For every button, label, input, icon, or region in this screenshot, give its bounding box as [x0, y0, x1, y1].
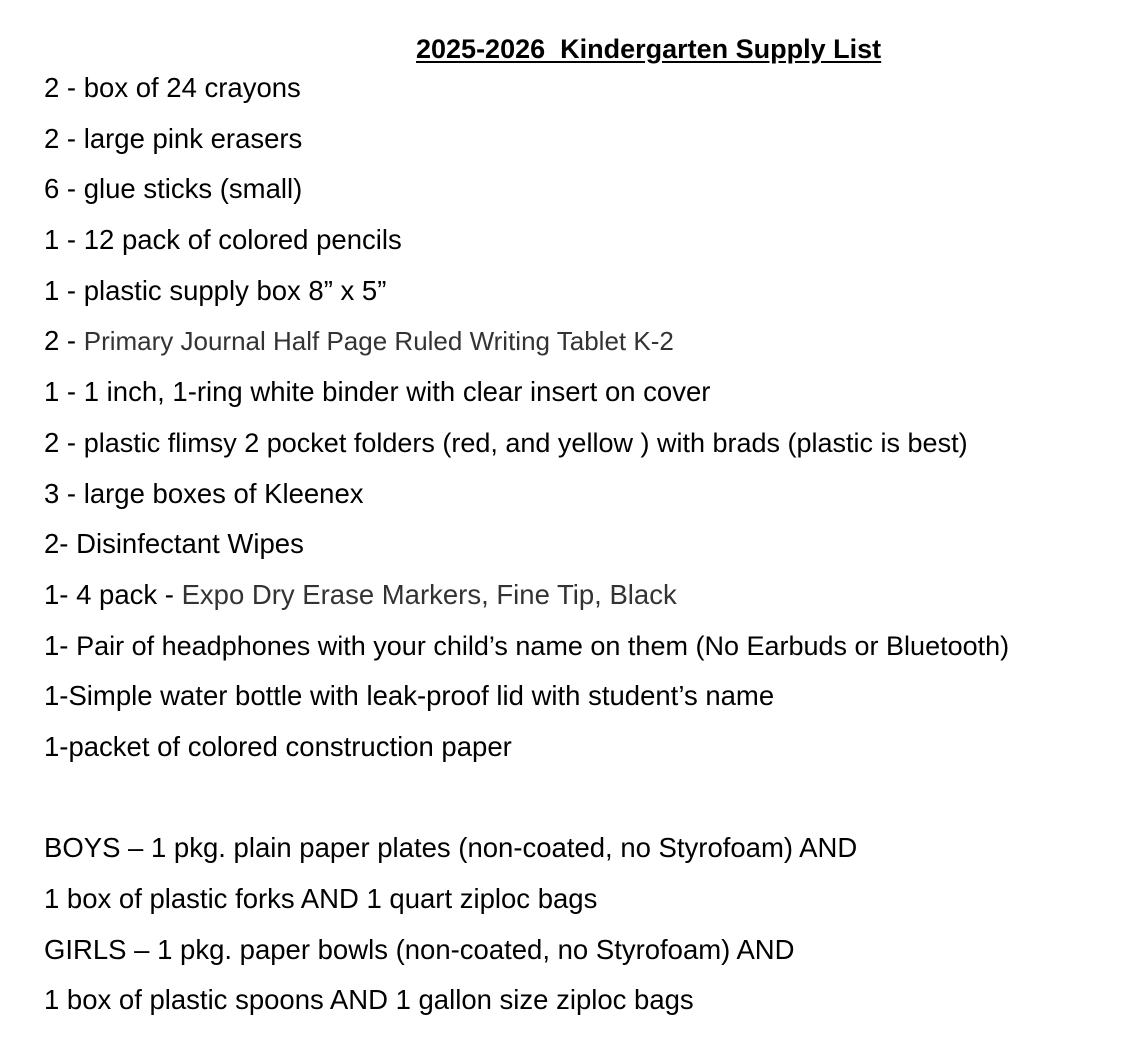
- list-item: [44, 71, 1009, 122]
- item-quantity: 2 -: [44, 122, 84, 154]
- item-description: large pink erasers: [83, 122, 303, 154]
- list-item: [44, 527, 1009, 578]
- item-description: Disinfectant Wipes: [76, 528, 304, 560]
- item-description: Expo Dry Erase Markers, Fine Tip, Black: [181, 578, 677, 610]
- item-description: plastic flimsy 2 pocket folders (red, and yellow ) with brads (plastic is best): [83, 427, 968, 458]
- item-description: box of 24 crayons: [83, 72, 301, 103]
- list-item: [44, 477, 1009, 528]
- list-item: [44, 730, 1009, 781]
- item-quantity: 1 -: [44, 274, 84, 306]
- page-title: 2025-2026 Kindergarten Supply List: [416, 34, 882, 64]
- item-quantity: 3 -: [44, 477, 84, 509]
- list-item: [44, 426, 1009, 477]
- list-item: [44, 223, 1009, 274]
- list-item: [44, 629, 1009, 680]
- item-quantity: 1-: [44, 629, 77, 661]
- item-quantity: 1-: [44, 730, 69, 762]
- item-description: plastic supply box 8” x 5”: [83, 274, 387, 306]
- list-item: [44, 375, 1009, 426]
- item-quantity: 1-: [44, 680, 69, 712]
- item-quantity: 1 -: [44, 376, 84, 408]
- item-description: 12 pack of colored pencils: [83, 224, 402, 256]
- item-quantity: 1- 4 pack -: [44, 578, 182, 610]
- list-item: [44, 172, 1009, 223]
- item-quantity: 1 -: [44, 224, 84, 256]
- item-description: Primary Journal Half Page Ruled Writing Tablet K-2: [83, 326, 674, 357]
- item-quantity: 2 -: [44, 72, 84, 103]
- girls-note-line-1: GIRLS – 1 pkg. paper bowls (non-coated, no Styrofoam) AND: [44, 933, 795, 965]
- boys-note-line-2: 1 box of plastic forks AND 1 quart ziploc bags: [44, 883, 598, 914]
- list-item: [44, 679, 1009, 730]
- item-description: Pair of headphones with your child’s name on them (No Earbuds or Bluetooth): [76, 630, 1010, 661]
- supply-list: [44, 71, 1009, 1034]
- item-description: Simple water bottle with leak-proof lid with student’s name: [68, 680, 775, 712]
- list-item: [44, 274, 1009, 325]
- item-quantity: 2-: [44, 528, 77, 560]
- list-item: [44, 324, 1009, 375]
- item-description: large boxes of Kleenex: [83, 477, 364, 509]
- list-item: [44, 122, 1009, 173]
- girls-note-line-2: 1 box of plastic spoons AND 1 gallon size ziploc bags: [44, 984, 694, 1016]
- boys-note-line-1: BOYS – 1 pkg. plain paper plates (non-coated, no Styrofoam) AND: [44, 832, 858, 864]
- item-quantity: 6 -: [44, 173, 84, 205]
- item-description: glue sticks (small): [83, 173, 303, 205]
- item-quantity: 2 -: [44, 325, 84, 357]
- list-item: [44, 578, 1009, 629]
- item-quantity: 2 -: [44, 426, 84, 458]
- item-description: 1 inch, 1-ring white binder with clear insert on cover: [83, 376, 711, 408]
- item-description: packet of colored construction paper: [68, 730, 512, 762]
- blank-line: [44, 781, 1009, 832]
